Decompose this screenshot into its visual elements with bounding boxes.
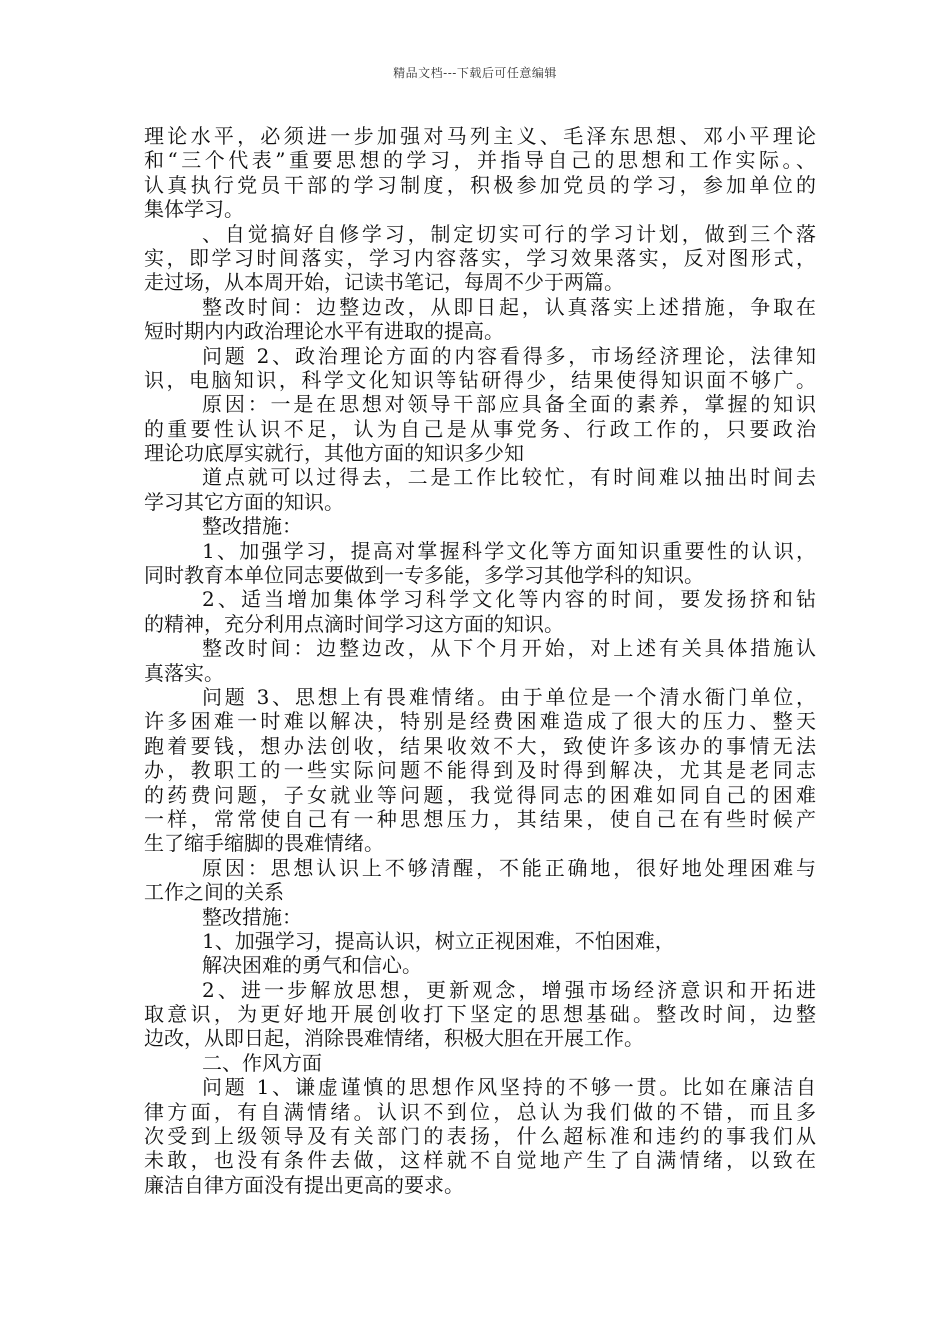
text-line: 许多困难一时难以解决，特别是经费困难造成了很大的压力、整天 — [144, 709, 816, 734]
text-line: 取意识，为更好地开展创收打下坚定的思想基础。整改时间，边整 — [144, 1002, 816, 1027]
text-line: 工作之间的关系 — [144, 880, 284, 905]
text-line: 整改时间：边整边改，从即日起，认真落实上述措施，争取在 — [202, 294, 816, 319]
text-line: 廉洁自律方面没有提出更高的要求。 — [144, 1172, 464, 1197]
text-line: 的重要性认识不足，认为自己是从事党务、行政工作的，只要政治 — [144, 416, 816, 441]
text-line: 二、作风方面 — [202, 1050, 322, 1075]
text-line: 集体学习。 — [144, 197, 244, 222]
page-header: 精品文档---下载后可任意编辑 — [393, 66, 557, 80]
text-line: 走过场，从本周开始，记读书笔记，每周不少于两篇。 — [144, 270, 624, 295]
text-line: 学习其它方面的知识。 — [144, 489, 344, 514]
text-line: 整改措施： — [202, 514, 302, 539]
text-line: 办，教职工的一些实际问题不能得到及时得到解决，尤其是老同志 — [144, 758, 816, 783]
text-line: 道点就可以过得去，二是工作比较忙，有时间难以抽出时间去 — [202, 465, 816, 490]
text-line: 2、适当增加集体学习科学文化等内容的时间，要发扬挤和钻 — [202, 587, 816, 612]
text-line: 整改时间：边整边改，从下个月开始，对上述有关具体措施认 — [202, 636, 816, 661]
text-line: 问题 1、谦虚谨慎的思想作风坚持的不够一贯。比如在廉洁自 — [202, 1075, 816, 1100]
text-line: 原因：思想认识上不够清醒，不能正确地，很好地处理困难与 — [202, 855, 816, 880]
text-line: 1、加强学习，提高认识，树立正视困难，不怕困难， — [202, 928, 675, 953]
text-line: 一样，常常使自己有一种思想压力，其结果，使自己在有些时候产 — [144, 806, 816, 831]
text-line: 边改，从即日起，消除畏难情绪，积极大胆在开展工作。 — [144, 1026, 644, 1051]
document-body — [144, 124, 816, 1197]
text-line: 跑着要钱，想办法创收，结果收效不大，致使许多该办的事情无法 — [144, 733, 816, 758]
text-line: 问题 3、思想上有畏难情绪。由于单位是一个清水衙门单位， — [202, 684, 816, 709]
text-line: 整改措施： — [202, 904, 302, 929]
text-line: 同时教育本单位同志要做到一专多能，多学习其他学科的知识。 — [144, 563, 704, 588]
text-line: 的药费问题，子女就业等问题，我觉得同志的困难如同自己的困难 — [144, 782, 816, 807]
text-line: 1、加强学习，提高对掌握科学文化等方面知识重要性的认识， — [202, 538, 816, 563]
text-line: 理论水平，必须进一步加强对马列主义、毛泽东思想、邓小平理论 — [144, 124, 816, 148]
text-line: 问题 2、政治理论方面的内容看得多，市场经济理论，法律知 — [202, 343, 816, 368]
text-line: 短时期内内政治理论水平有进取的提高。 — [144, 319, 504, 344]
text-line: 解决困难的勇气和信心。 — [202, 953, 422, 978]
text-line: 未敢，也没有条件去做，这样就不自觉地产生了自满情绪，以致在 — [144, 1148, 816, 1173]
text-line: 、自觉搞好自修学习，制定切实可行的学习计划，做到三个落 — [202, 221, 816, 246]
text-line: 理论功底厚实就行，其他方面的知识多少知 — [144, 441, 524, 466]
text-line: 识，电脑知识，科学文化知识等钻研得少，结果使得知识面不够广。 — [144, 367, 816, 392]
text-line: 原因：一是在思想对领导干部应具备全面的素养，掌握的知识 — [202, 392, 816, 417]
text-line: 实，即学习时间落实，学习内容落实，学习效果落实，反对图形式， — [144, 245, 816, 270]
text-line: 的精神，充分利用点滴时间学习这方面的知识。 — [144, 611, 564, 636]
text-line: 真落实。 — [144, 660, 224, 685]
text-line: 律方面，有自满情绪。认识不到位，总认为我们做的不错，而且多 — [144, 1099, 816, 1124]
text-line: 和“三个代表”重要思想的学习，并指导自己的思想和工作实际。、 — [144, 148, 816, 173]
text-line: 生了缩手缩脚的畏难情绪。 — [144, 831, 384, 856]
text-line: 次受到上级领导及有关部门的表扬，什么超标准和违约的事我们从 — [144, 1124, 816, 1149]
text-line: 认真执行党员干部的学习制度，积极参加党员的学习，参加单位的 — [144, 172, 816, 197]
text-line: 2、进一步解放思想，更新观念，增强市场经济意识和开拓进 — [202, 977, 816, 1002]
